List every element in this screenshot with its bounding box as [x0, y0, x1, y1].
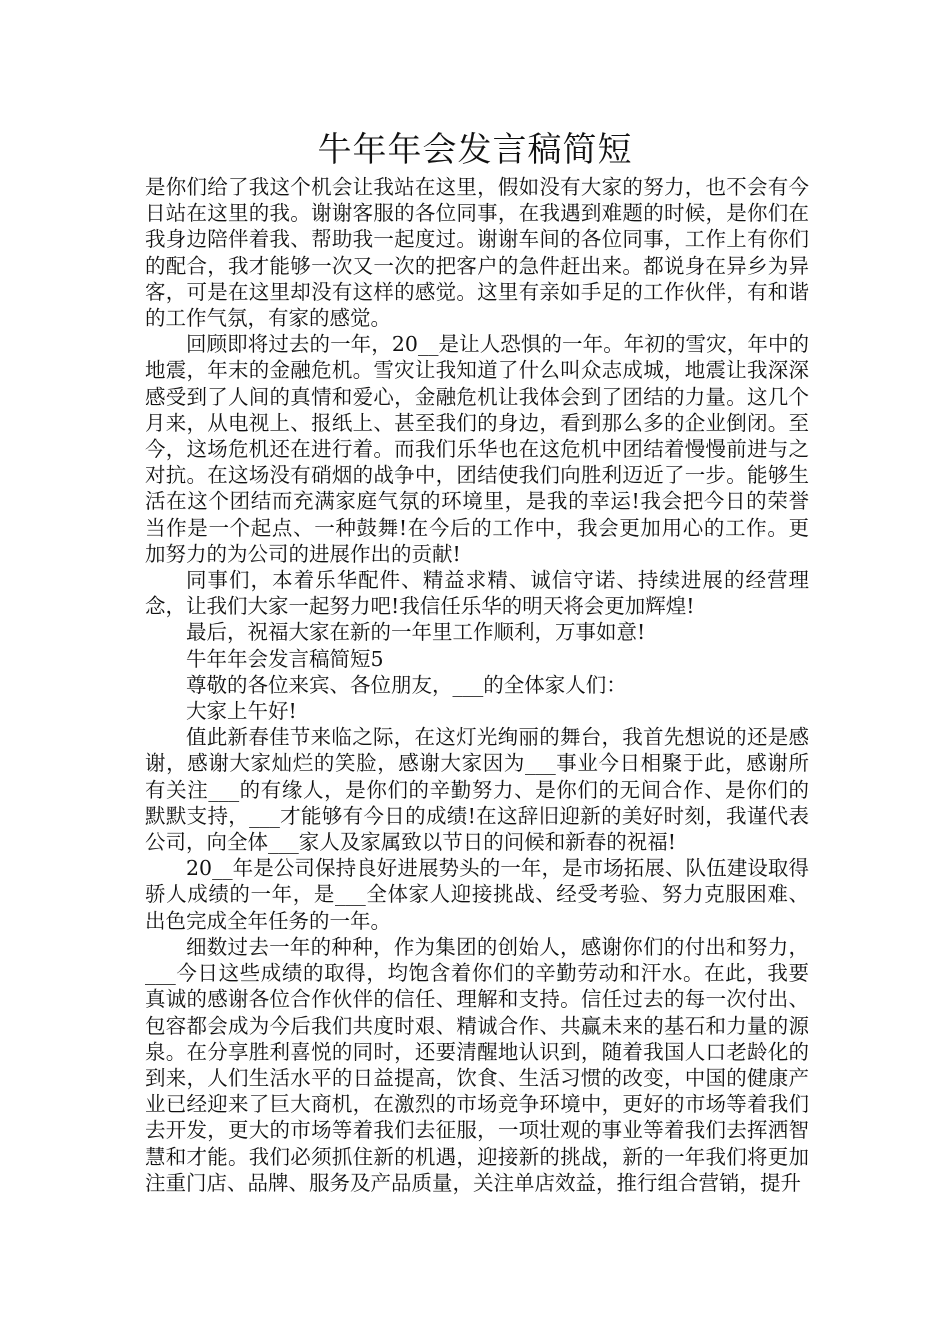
salutation: 尊敬的各位来宾、各位朋友，___的全体家人们： — [186, 672, 627, 697]
document-body — [145, 174, 809, 1196]
section-heading: 牛年年会发言稿简短5 — [186, 646, 384, 671]
paragraph: 回顾即将过去的一年，20__是让人恐惧的一年。年初的雪灾，年中的地震，年末的金融危机。雪灾让我知道了什么叫众志成城，地震让我深深感受到了人间的真情和爱心，金融危机让我体会到了团结的力量。这几个月来，从电视上、报纸上、甚至我们的身边，看到那么多的企业倒闭。至今，这场危机还在进行着。而我们乐华也在这危机中团结着慢慢前进与之对抗。在这场没有硝烟的战争中，团结使我们向胜利迈近了一步。能够生活在这个团结而充满家庭气氛的环境里，是我的幸运!我会把今日的荣誉当作是一个起点、一种鼓舞!在今后的工作中，我会更加用心的工作。更加努力的为公司的进展作出的贡献! — [145, 332, 809, 566]
paragraph: 是你们给了我这个机会让我站在这里，假如没有大家的努力，也不会有今日站在这里的我。谢谢客服的各位同事，在我遇到难题的时候，是你们在我身边陪伴着我、帮助我一起度过。谢谢车间的各位同事，工作上有你们的配合，我才能够一次又一次的把客户的急件赶出来。都说身在异乡为异客，可是在这里却没有这样的感觉。这里有亲如手足的工作伙伴，有和谐的工作气氛，有家的感觉。 — [145, 175, 809, 331]
paragraph: 同事们，本着乐华配件、精益求精、诚信守诺、持续进展的经营理念，让我们大家一起努力吧!我信任乐华的明天将会更加辉煌! — [145, 568, 809, 619]
paragraph: 值此新春佳节来临之际，在这灯光绚丽的舞台，我首先想说的还是感谢，感谢大家灿烂的笑脸，感谢大家因为___事业今日相聚于此，感谢所有关注___的有缘人，是你们的辛勤努力、是你们的无间合作、是你们的默默支持，___才能够有今日的成绩!在这辞旧迎新的美好时刻，我谨代表公司，向全体___家人及家属致以节日的问候和新春的祝福! — [145, 725, 809, 855]
paragraph: 20__年是公司保持良好进展势头的一年，是市场拓展、队伍建设取得骄人成绩的一年，是___全体家人迎接挑战、经受考验、努力克服困难、出色完成全年任务的一年。 — [145, 856, 809, 933]
document-title: 牛年年会发言稿简短 — [317, 130, 633, 170]
paragraph: 最后，祝福大家在新的一年里工作顺利，万事如意! — [186, 620, 646, 645]
paragraph: 细数过去一年的种种，作为集团的创始人，感谢你们的付出和努力，___今日这些成绩的取得，均饱含着你们的辛勤劳动和汗水。在此，我要真诚的感谢各位合作伙伴的信任、理解和支持。信任过去的每一次付出、包容都会成为今后我们共度时艰、精诚合作、共赢未来的基石和力量的源泉。在分享胜利喜悦的同时，还要清醒地认识到，随着我国人口老龄化的到来，人们生活水平的日益提高，饮食、生活习惯的改变，中国的健康产业已经迎来了巨大商机，在激烈的市场竞争环境中，更好的市场等着我们去开发，更大的市场等着我们去征服，一项壮观的事业等着我们去挥洒智慧和才能。我们必须抓住新的机遇，迎接新的挑战，新的一年我们将更加注重门店、品牌、服务及产品质量，关注单店效益，推行组合营销，提升 — [145, 934, 809, 1195]
greeting: 大家上午好! — [186, 699, 297, 724]
